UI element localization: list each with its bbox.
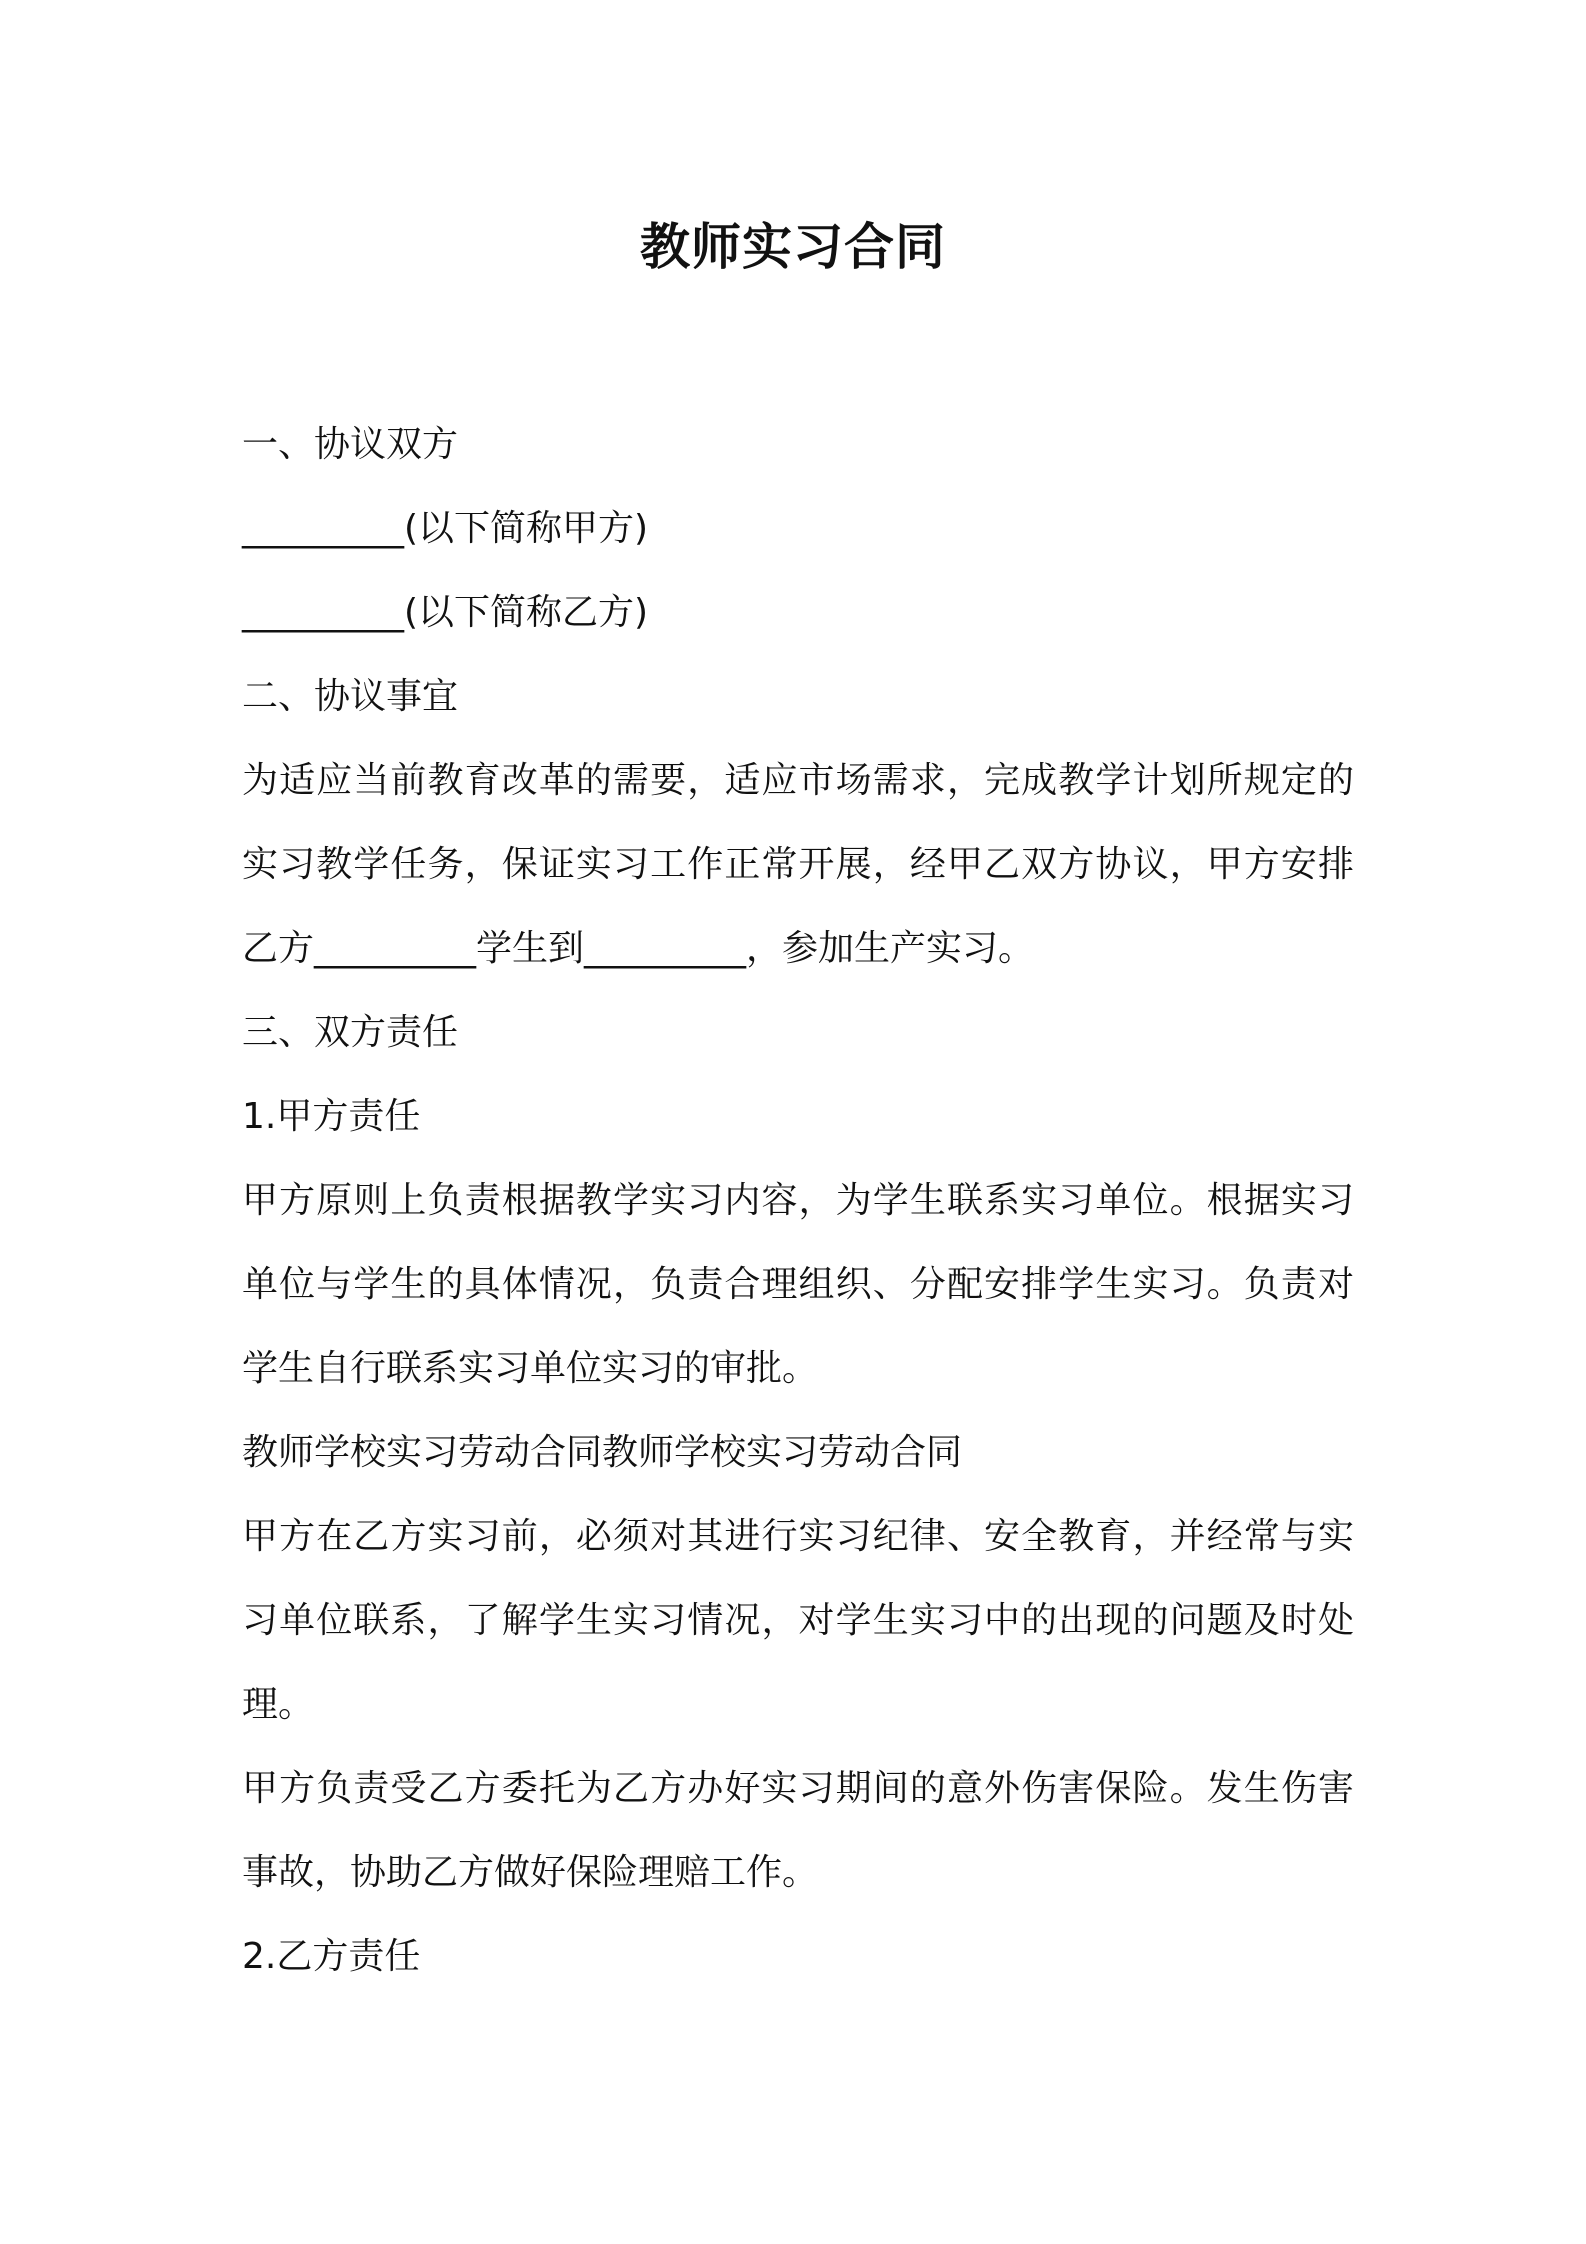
document-body <box>242 403 1354 1999</box>
section-heading-responsibilities: 三、双方责任 <box>242 1012 459 1053</box>
section-heading-matters: 二、协议事宜 <box>242 676 459 717</box>
inserted-banner-line: 教师学校实习劳动合同教师学校实习劳动合同 <box>242 1432 963 1473</box>
party-a-line: _________(以下简称甲方) <box>242 508 649 549</box>
paragraph-party-a-duty-2: 甲方在乙方实习前，必须对其进行实习纪律、安全教育，并经常与实习单位联系，了解学生实习情况，对学生实习中的出现的问题及时处理。 <box>242 1516 1354 1725</box>
subsection-party-a-responsibility: 1.甲方责任 <box>242 1096 421 1137</box>
document-title: 教师实习合同 <box>640 218 946 276</box>
section-heading-parties: 一、协议双方 <box>242 424 459 465</box>
paragraph-agreement: 为适应当前教育改革的需要，适应市场需求，完成教学计划所规定的实习教学任务，保证实习工作正常开展，经甲乙双方协议，甲方安排乙方_________学生到_________，参加生产实习。 <box>242 760 1354 969</box>
party-b-line: _________(以下简称乙方) <box>242 592 649 633</box>
paragraph-party-a-duty-3: 甲方负责受乙方委托为乙方办好实习期间的意外伤害保险。发生伤害事故，协助乙方做好保险理赔工作。 <box>242 1768 1354 1893</box>
subsection-party-b-responsibility: 2.乙方责任 <box>242 1936 421 1977</box>
paragraph-party-a-duty-1: 甲方原则上负责根据教学实习内容，为学生联系实习单位。根据实习单位与学生的具体情况，负责合理组织、分配安排学生实习。负责对学生自行联系实习单位实习的审批。 <box>242 1180 1354 1389</box>
